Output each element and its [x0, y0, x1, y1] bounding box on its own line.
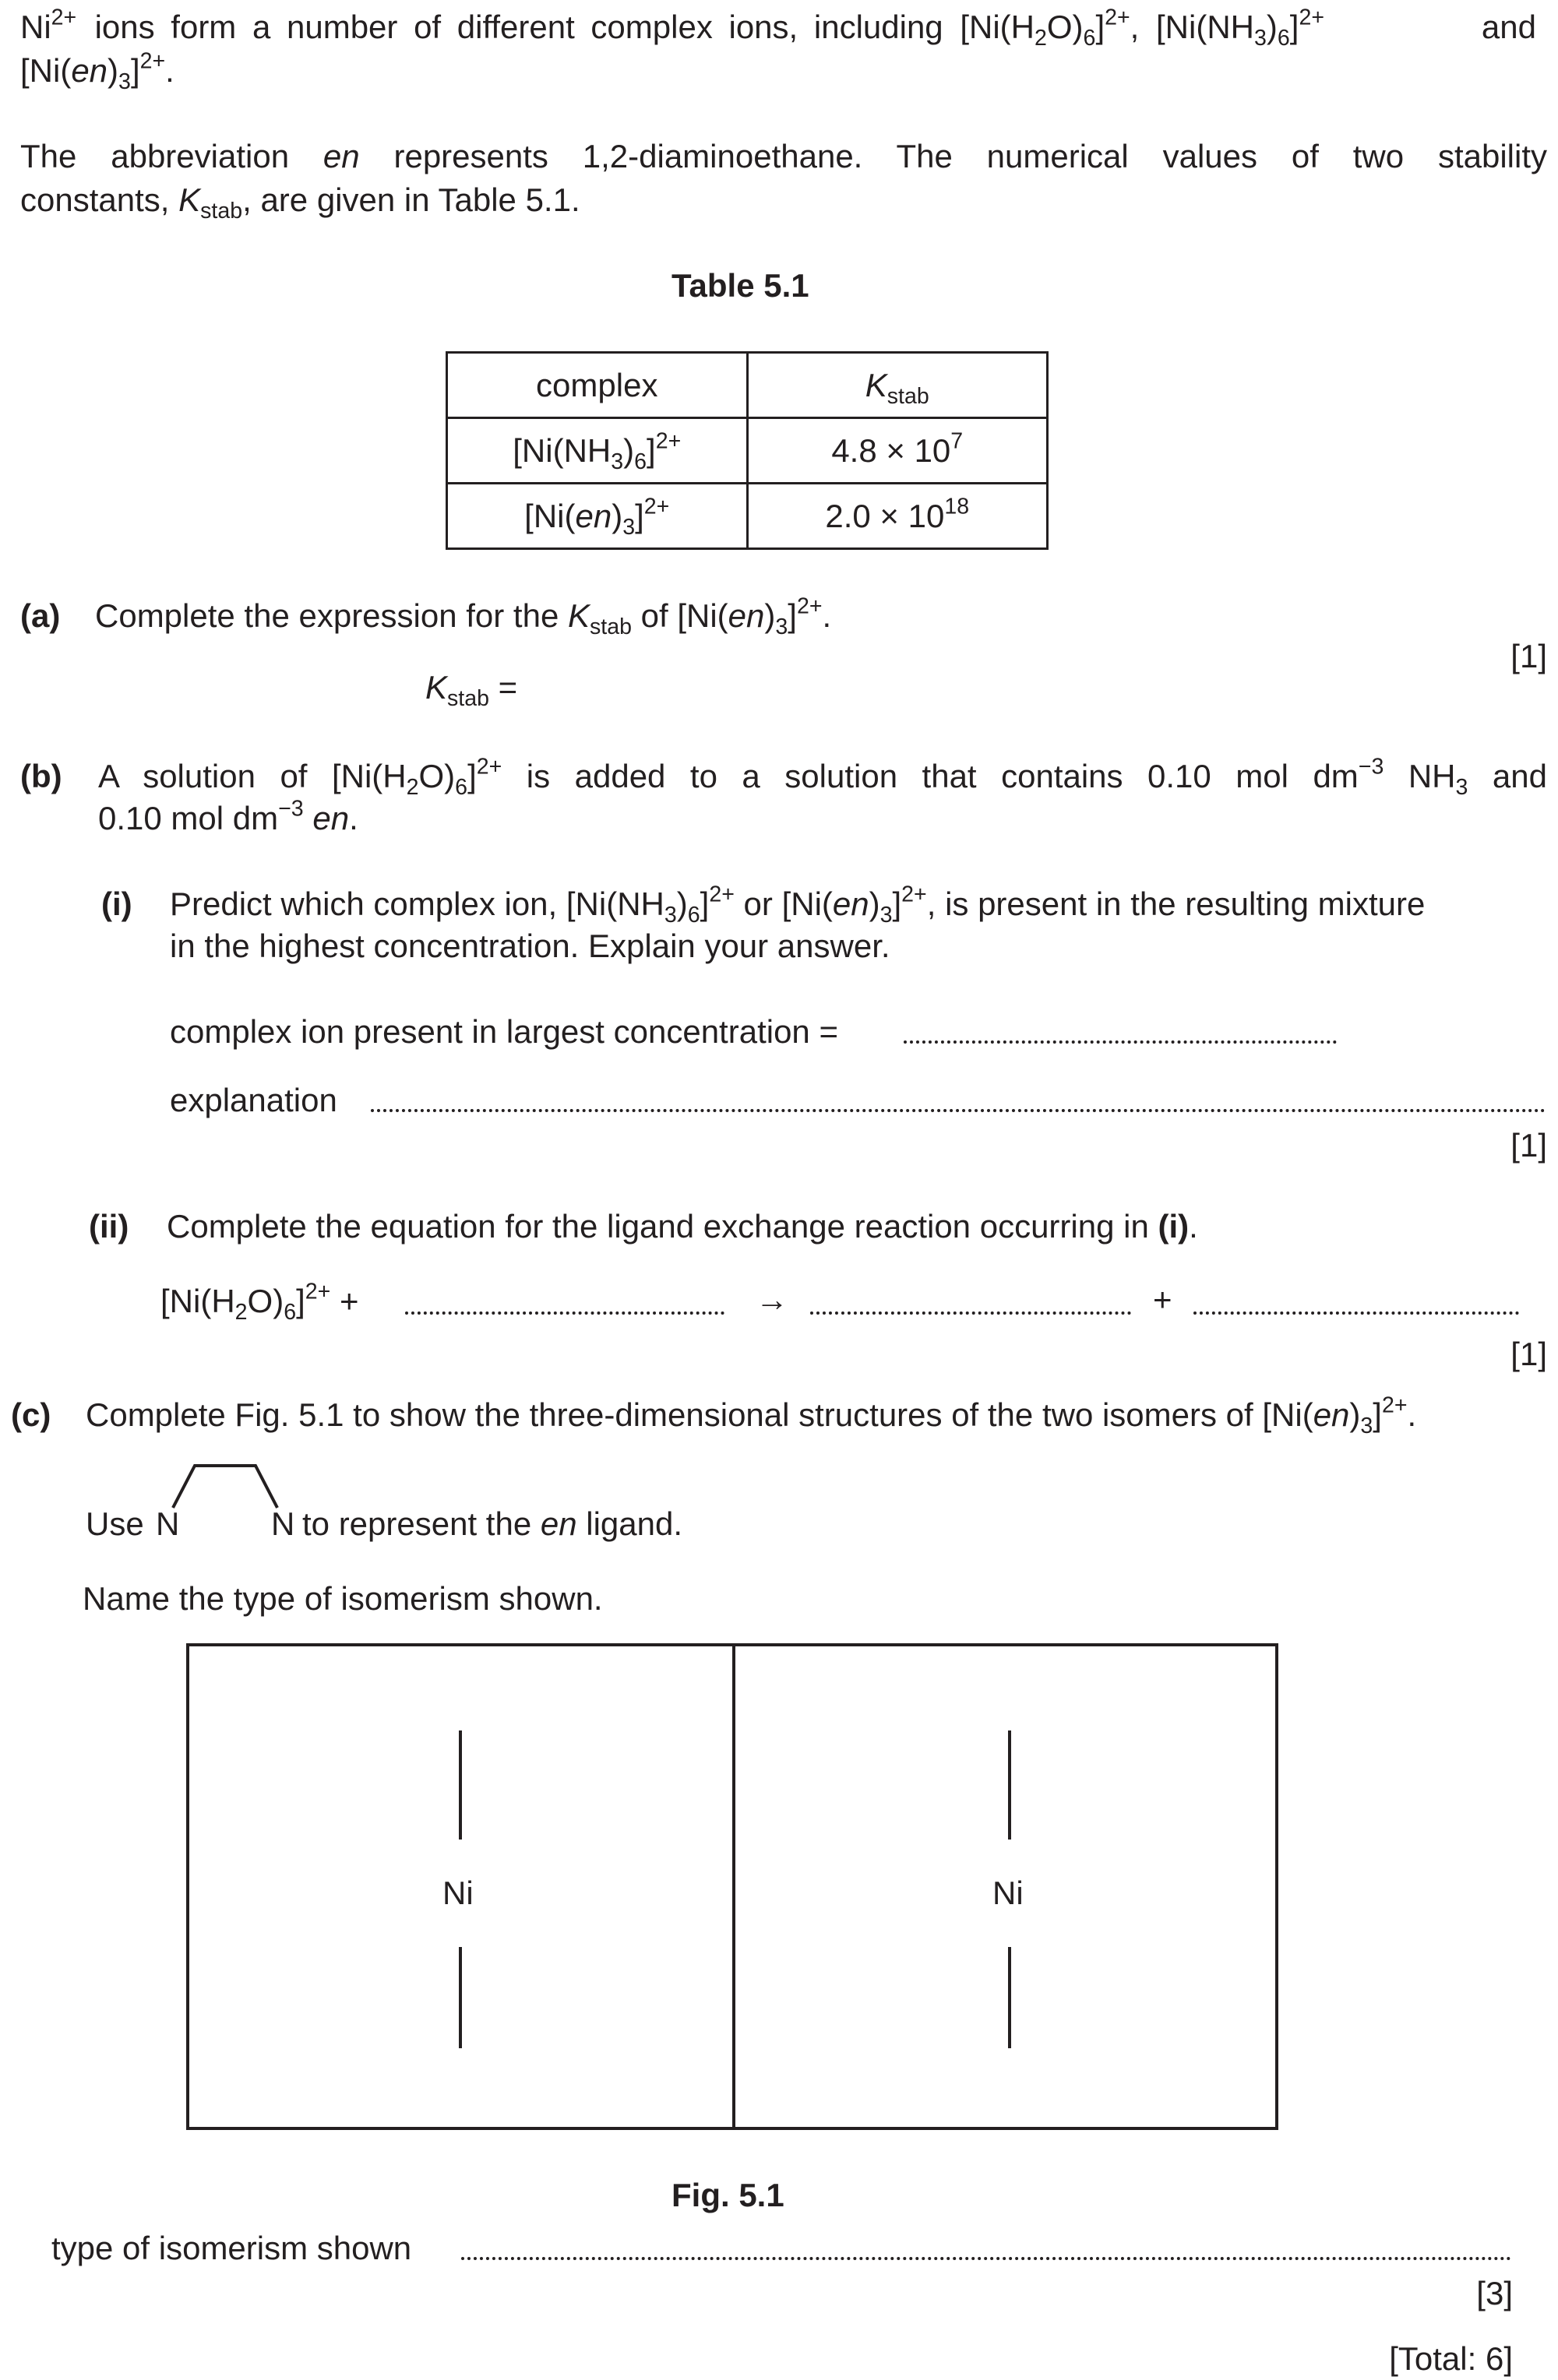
table-row [447, 418, 1048, 484]
part-b-i-label: (i) [101, 885, 132, 922]
table-header-row [447, 353, 1048, 418]
table-header-complex: complex [447, 353, 748, 418]
explanation-answer-line[interactable] [371, 1109, 1546, 1112]
right-axis-bond-top [1008, 1730, 1011, 1840]
part-c-text: Complete Fig. 5.1 to show the three-dimensional structures of the two isomers of $[Ni(en)_3]^{2+}$. [86, 1392, 1417, 1439]
constants-text: constants, [20, 181, 170, 218]
intro-text: ions form a number of different complex ions, including [94, 9, 943, 45]
part-b-line-1: A solution of $[Ni(H_2O)_6]^{2+}$ is added to a solution that contains 0.10 mol $dm^{-3}$ $NH_3$ and [98, 754, 1547, 801]
ligand-n-right: N [271, 1505, 295, 1542]
table-cell-complex: $[Ni(NH_3)_6]^{2+}$ [447, 418, 748, 484]
intro-line-1: $Ni^{2+}$ ions form a number of different complex ions, including $[Ni(H_2O)_6]^{2+}$, $[Ni(NH_3)_6]^{2+}$ and [20, 5, 1536, 51]
equation-blank-1[interactable] [405, 1311, 724, 1315]
table-header-kstab: $K_{stab}$ [747, 353, 1048, 418]
left-axis-bond-top [459, 1730, 462, 1840]
figure-caption: Fig. 5.1 [671, 2177, 784, 2213]
equation-blank-3[interactable] [1193, 1311, 1519, 1315]
kstab-expression: $K_{stab}$ = [425, 669, 518, 712]
complex-ion-answer-label: complex ion present in largest concentration = [170, 1013, 838, 1050]
nickel-charge: 2+ [51, 5, 77, 30]
abbrev-line-2: constants, $K_{stab}$, are given in Table 5.1. [20, 181, 580, 224]
equation-plus-2: + [1153, 1281, 1172, 1318]
intro-line-2: $[Ni(en)_3]^{2+}$. [20, 48, 174, 95]
species-ammonia-complex: $[Ni(NH_3)_6]^{2+}$ [1156, 5, 1325, 51]
ligand-n-left: N [156, 1505, 180, 1542]
given-text: , are given in Table 5.1. [242, 181, 580, 218]
right-axis-bond-bottom [1008, 1947, 1011, 2048]
use-label: Use [86, 1505, 144, 1542]
name-isomerism-prompt: Name the type of isomerism shown. [83, 1580, 603, 1617]
table-cell-kstab: $4.8 \times 10^7$ [747, 418, 1048, 484]
part-c-mark: [3] [1476, 2275, 1513, 2311]
part-b-i-mark: [1] [1510, 1127, 1547, 1164]
table-title: Table 5.1 [671, 267, 809, 304]
table-cell-complex: $[Ni(en)_3]^{2+}$ [447, 484, 748, 549]
total-marks: [Total: 6] [1389, 2340, 1513, 2377]
equation-reactant: $[Ni(H_2O)_6]^{2+}$ + [160, 1279, 359, 1326]
isomerism-answer-line[interactable] [461, 2257, 1511, 2260]
nickel-symbol: Ni [20, 9, 51, 45]
part-b-i-line-2: in the highest concentration. Explain your answer. [170, 928, 890, 964]
equation-blank-2[interactable] [810, 1311, 1131, 1315]
table-row [447, 484, 1048, 549]
part-b-ii-mark: [1] [1510, 1336, 1547, 1372]
intro-and: and [1481, 9, 1536, 45]
stability-table [446, 351, 1049, 550]
part-a-mark: [1] [1510, 638, 1547, 674]
complex-ion-answer-line[interactable] [904, 1040, 1337, 1044]
explanation-label: explanation [170, 1082, 337, 1118]
part-c-label: (c) [11, 1396, 51, 1433]
part-a-text: Complete the expression for the $K_{stab}$ of $[Ni(en)_3]^{2+}$. [95, 593, 832, 640]
part-b-ii-text: Complete the equation for the ligand exchange reaction occurring in (i). [167, 1208, 1198, 1245]
right-metal-centre: Ni [992, 1875, 1024, 1911]
table-cell-kstab: $2.0 \times 10^{18}$ [747, 484, 1048, 549]
species-water-complex: $[Ni(H_2O)_6]^{2+}$ [960, 5, 1130, 51]
left-axis-bond-bottom [459, 1947, 462, 2048]
abbrev-line-1: The abbreviation en represents 1,2-diaminoethane. The numerical values of two stability [20, 138, 1547, 174]
left-metal-centre: Ni [442, 1875, 474, 1911]
part-b-label: (b) [20, 758, 62, 794]
part-b-i-line-1: Predict which complex ion, $[Ni(NH_3)_6]^{2+}$ or $[Ni(en)_3]^{2+}$, is present in the resulting mixture [170, 882, 1426, 928]
part-b-ii-label: (ii) [89, 1208, 129, 1245]
ligand-caption: to represent the en ligand. [302, 1505, 683, 1542]
figure-divider [732, 1643, 735, 2130]
part-a-label: (a) [20, 597, 61, 634]
isomerism-answer-label: type of isomerism shown [51, 2230, 412, 2266]
part-b-line-2: 0.10 mol $dm^{-3}$ en. [98, 796, 358, 836]
equation-arrow: → [756, 1281, 788, 1318]
